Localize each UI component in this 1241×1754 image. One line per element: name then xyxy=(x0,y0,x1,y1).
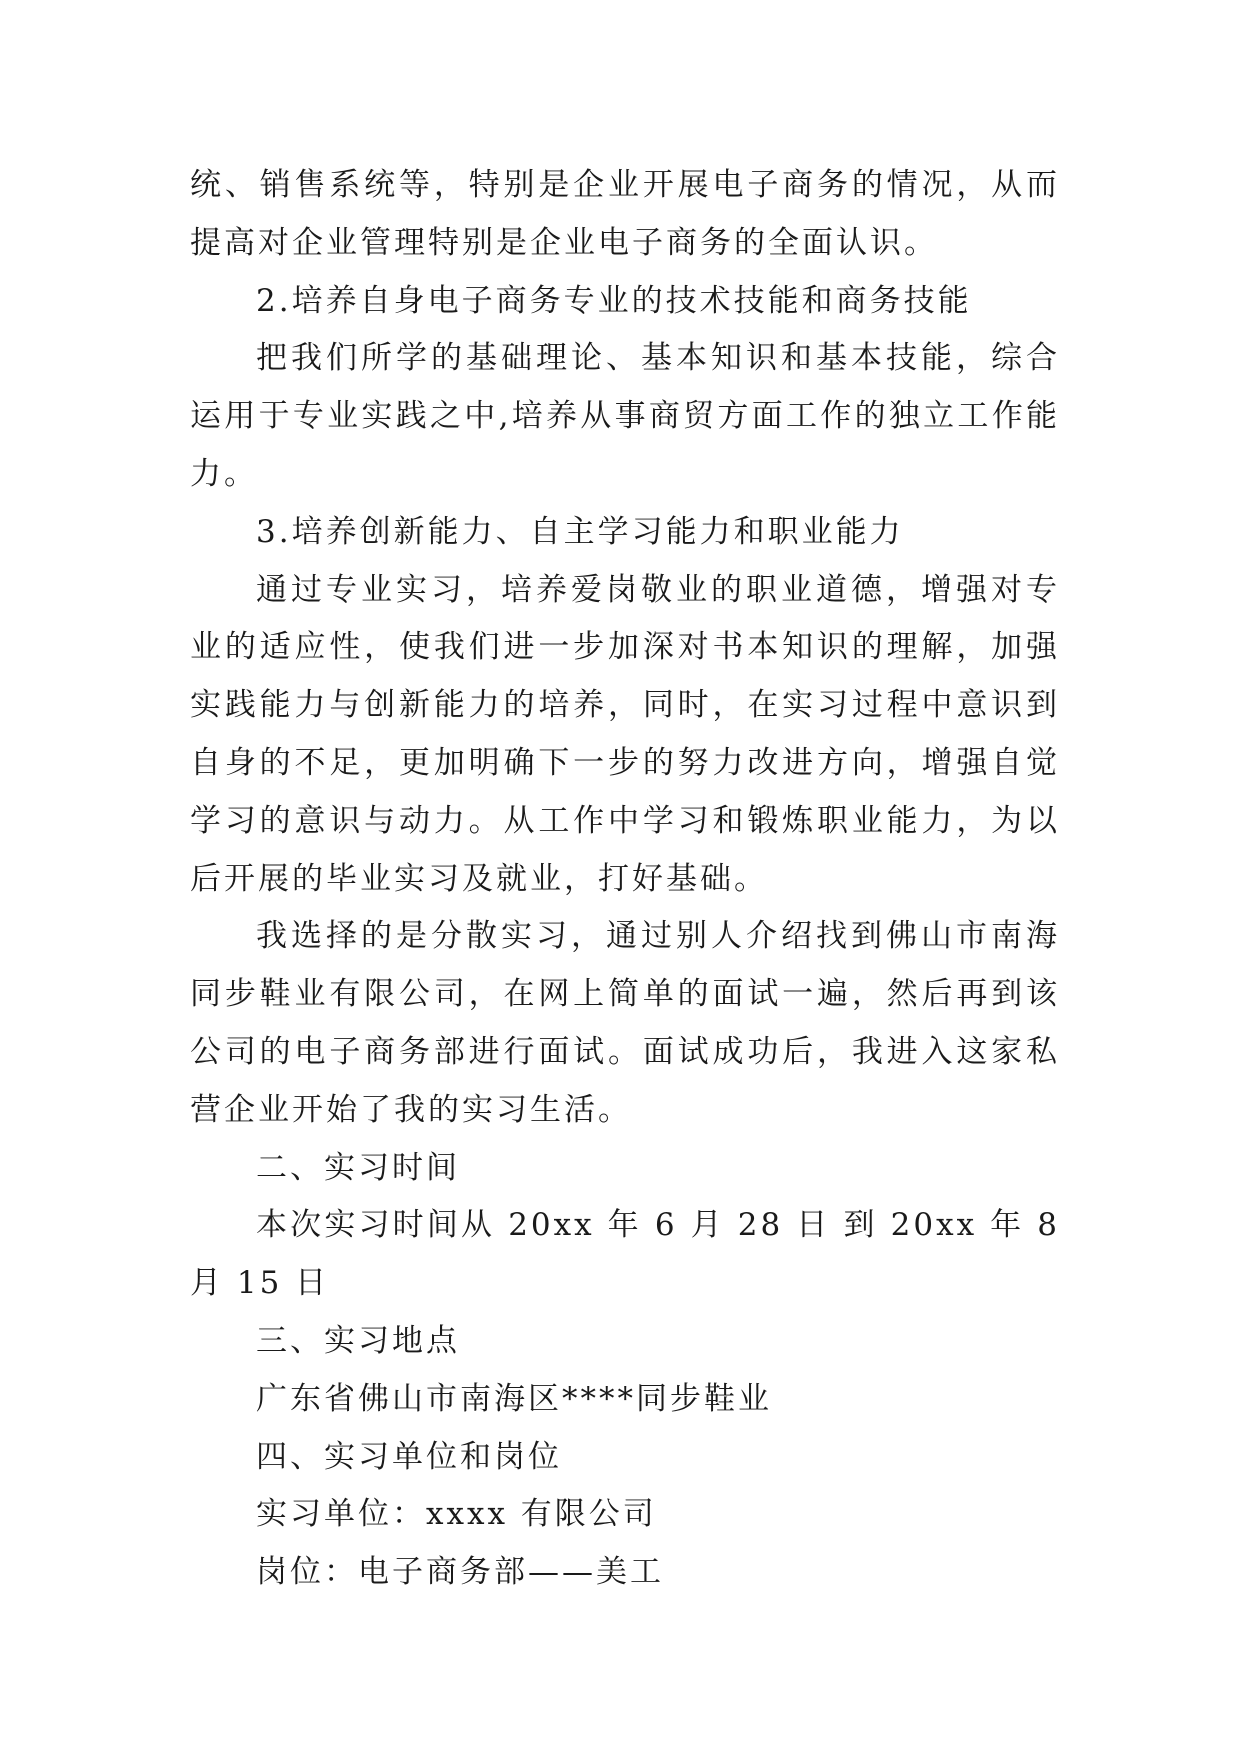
paragraph-internship-unit: 实习单位：xxxx 有限公司 xyxy=(256,1496,657,1533)
heading-internship-time: 二、实习时间 xyxy=(256,1149,460,1186)
paragraph-internship-time: 本次实习时间从 20xx 年 6 月 28 日 到 20xx 年 8 月 15 日 xyxy=(190,1207,1060,1302)
paragraph-intro-continuation: 统、销售系统等，特别是企业开展电子商务的情况，从而提高对企业管理特别是企业电子商务的全面认识。 xyxy=(190,167,1060,261)
paragraph-skills: 把我们所学的基础理论、基本知识和基本技能，综合运用于专业实践之中,培养从事商贸方面工作的独立工作能力。 xyxy=(190,340,1060,492)
heading-skills: 2.培养自身电子商务专业的技术技能和商务技能 xyxy=(256,282,972,319)
paragraph-internship-choice: 我选择的是分散实习，通过别人介绍找到佛山市南海同步鞋业有限公司，在网上简单的面试一遍，然后再到该公司的电子商务部进行面试。面试成功后，我进入这家私营企业开始了我的实习生活。 xyxy=(190,918,1060,1128)
heading-abilities: 3.培养创新能力、自主学习能力和职业能力 xyxy=(256,513,904,550)
paragraph-internship-position: 岗位：电子商务部——美工 xyxy=(256,1554,664,1591)
heading-internship-unit: 四、实习单位和岗位 xyxy=(256,1438,562,1475)
heading-internship-location: 三、实习地点 xyxy=(256,1322,460,1359)
document-body xyxy=(190,157,1060,1602)
paragraph-abilities: 通过专业实习，培养爱岗敬业的职业道德，增强对专业的适应性，使我们进一步加深对书本知识的理解，加强实践能力与创新能力的培养，同时，在实习过程中意识到自身的不足，更加明确下一步的努力改进方向，增强自觉学习的意识与动力。从工作中学习和锻炼职业能力，为以后开展的毕业实习及就业，打好基础。 xyxy=(190,571,1060,897)
paragraph-internship-location: 广东省佛山市南海区****同步鞋业 xyxy=(256,1380,772,1417)
